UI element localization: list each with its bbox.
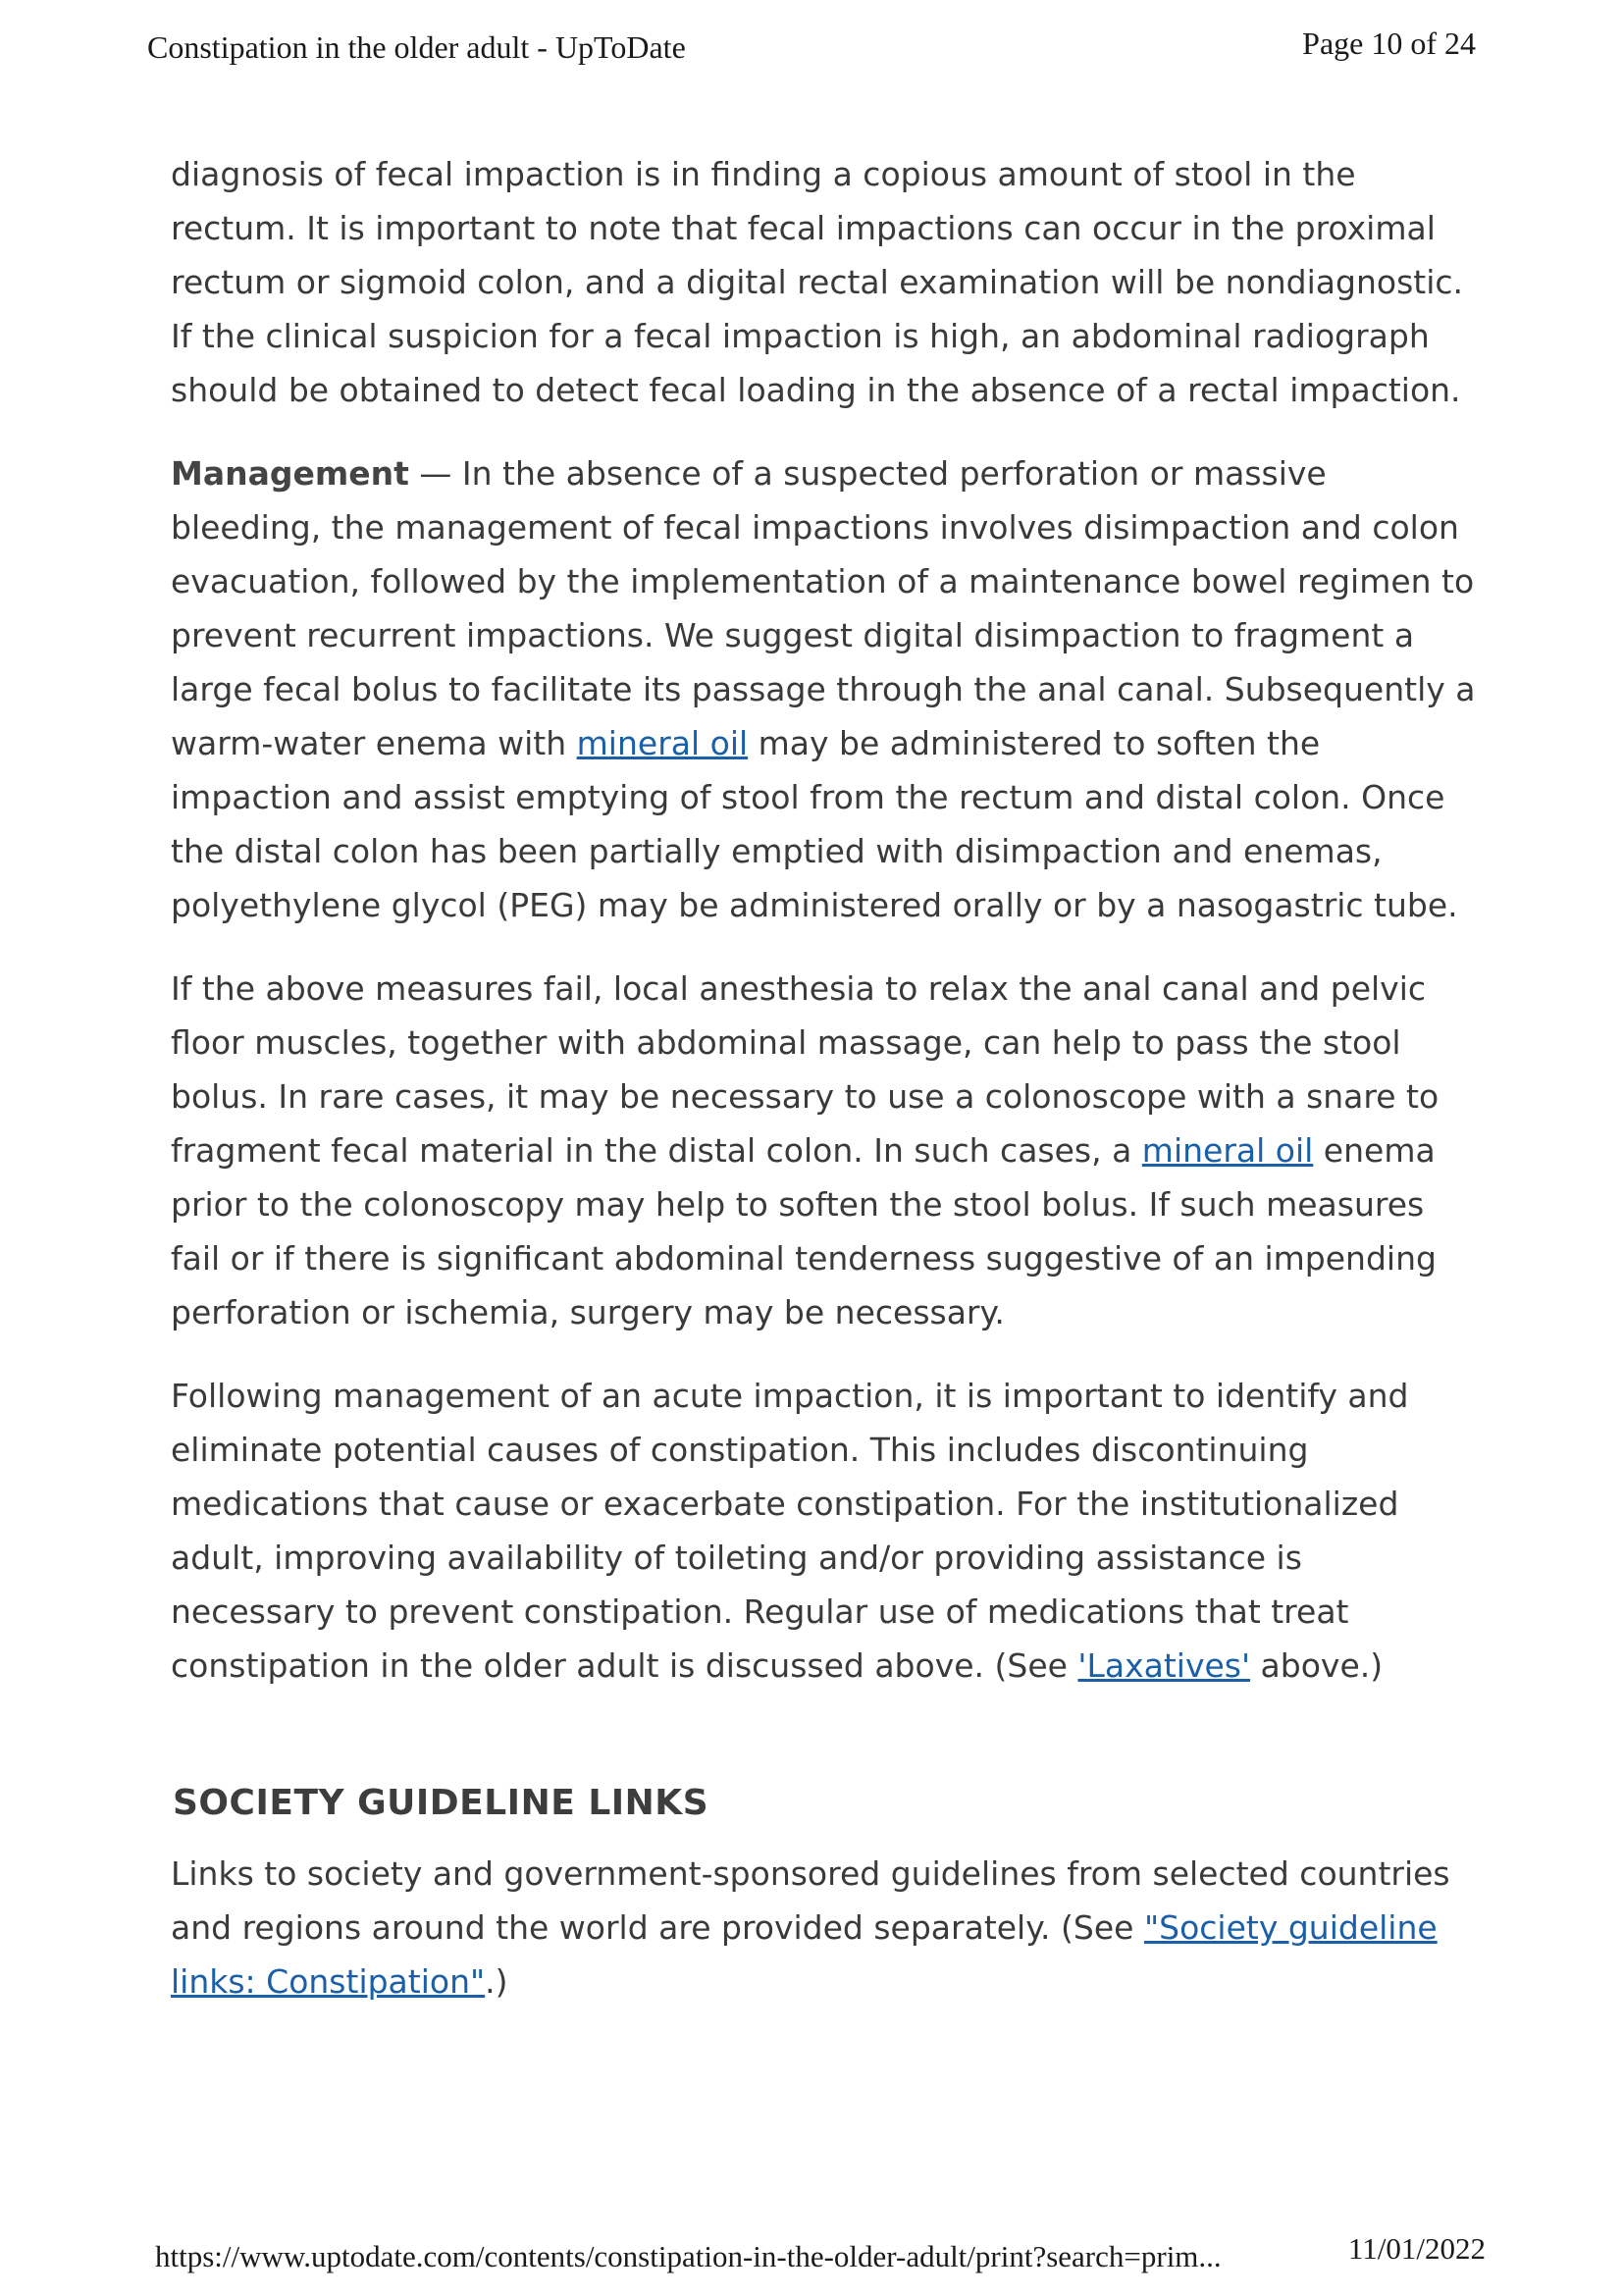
society-guideline-links-heading: SOCIETY GUIDELINE LINKS bbox=[173, 1783, 709, 1823]
paragraph-text: .) bbox=[485, 1962, 508, 2001]
print-header bbox=[147, 26, 1476, 69]
paragraph-text: enema prior to the colonoscopy may help to soften the stool bolus. If such measures fail or if there is significant abdominal tenderness suggestive of an impending perforation or ischemia, surgery may be necessary. bbox=[171, 1131, 1437, 1331]
print-footer bbox=[155, 2231, 1486, 2278]
paragraph-text: If the above measures fail, local anesthesia to relax the anal canal and pelvic floor muscles, together with abdominal massage, can help to pass the stool bolus. In rare cases, it may be necessary to use a colonoscope with a snare to fragment fecal material in the distal colon. In such cases, a bbox=[171, 969, 1440, 1170]
paragraph-text: diagnosis of fecal impaction is in finding a copious amount of stool in the rectum. It is important to note that fecal impactions can occur in the proximal rectum or sigmoid colon, and a digital rectal examination will be nondiagnostic. If the clinical suspicion for a fecal impaction is high, an abdominal radiograph should be obtained to detect fecal loading in the absence of a rectal impaction. bbox=[171, 155, 1464, 409]
laxatives-link[interactable]: 'Laxatives' bbox=[1077, 1646, 1251, 1685]
paragraph-management bbox=[171, 446, 1476, 932]
paragraph-text: may be administered to soften the impaction and assist emptying of stool from the rectum and distal colon. Once the distal colon has been partially emptied with disimpaction and enemas, polyethylene glycol (PEG) may be administered orally or by a nasogastric tube. bbox=[171, 724, 1458, 924]
paragraph-diagnosis bbox=[171, 147, 1476, 417]
paragraph-following-management bbox=[171, 1369, 1476, 1693]
society-guideline-constipation-link[interactable]: "Society guideline links: Constipation" bbox=[171, 1908, 1438, 2001]
article-body bbox=[171, 147, 1476, 2038]
paragraph-text: — In the absence of a suspected perforation or massive bleeding, the management of fecal impactions involves disimpaction and colon evacuation, followed by the implementation of a maintenance bowel regimen to prevent recurrent impactions. We suggest digital disimpaction to fragment a large fecal bolus to facilitate its passage through the anal canal. Subsequently a warm-water enema with bbox=[171, 454, 1476, 762]
paragraph-text: Links to society and government-sponsored guidelines from selected countries and regions around the world are provided separately. (See bbox=[171, 1854, 1450, 1947]
mineral-oil-link[interactable]: mineral oil bbox=[1141, 1131, 1314, 1170]
paragraph-guideline-links bbox=[171, 1847, 1476, 2009]
mineral-oil-link[interactable]: mineral oil bbox=[576, 724, 749, 762]
management-lead: Management bbox=[171, 454, 409, 493]
print-date: 11/01/2022 bbox=[1347, 2231, 1486, 2266]
paragraph-text: Following management of an acute impaction, it is important to identify and eliminate potential causes of constipation. This includes discontinuing medications that cause or exacerbate constipation. For the institutionalized adult, improving availability of toileting and/or providing assistance is necessary to prevent constipation. Regular use of medications that treat constipation in the older adult is discussed above. (See bbox=[171, 1377, 1409, 1685]
page-number: Page 10 of 24 bbox=[1302, 26, 1476, 61]
paragraph-text: above.) bbox=[1250, 1646, 1384, 1685]
page-url: https://www.uptodate.com/contents/constipation-in-the-older-adult/print?search=prim... bbox=[155, 2239, 1222, 2273]
document-title: Constipation in the older adult - UpToDate bbox=[147, 29, 686, 65]
paragraph-failed-measures bbox=[171, 962, 1476, 1339]
